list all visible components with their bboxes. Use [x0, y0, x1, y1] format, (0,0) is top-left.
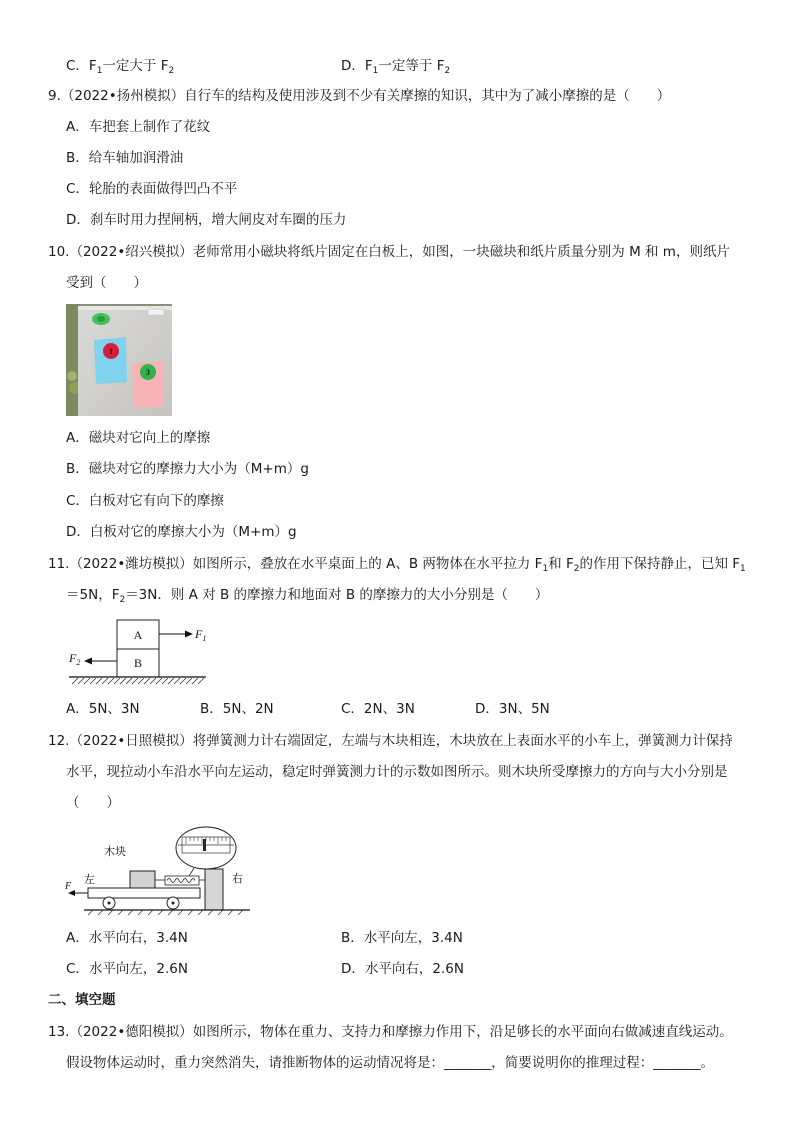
q10-option-d: D．白板对它的摩擦大小为（M+m）g — [66, 524, 297, 540]
q13-stem-line1: 13.（2022•德阳模拟）如图所示，物体在重力、支持力和摩擦力作用下，沿足够长的水平面向右做减速直线运动。 — [48, 1024, 733, 1040]
section-title-fill-in: 二、填空题 — [48, 992, 116, 1008]
q10-stem-line2: 受到（ ） — [66, 275, 147, 291]
q12-option-b: B．水平向左，3.4N — [341, 930, 463, 946]
q9-option-d: D．刹车时用力捏闸柄，增大闸皮对车圈的压力 — [66, 212, 347, 228]
q11-stem-line2: ＝5N，$F_2=3N$．则 A 对 B 的摩擦力和地面对 B 的摩擦力的大小分别是（ ） — [66, 587, 549, 605]
q10-stem-line1: 10.（2022•绍兴模拟）老师常用小磁块将纸片固定在白板上，如图，一块磁块和纸片质量分别为 M 和 m，则纸片 — [48, 244, 730, 260]
stacked-blocks-diagram — [66, 615, 216, 687]
q12-option-a: A．水平向右，3.4N — [66, 930, 188, 946]
block-a-label: A — [133, 628, 143, 642]
label-wood-block: 木块 — [104, 846, 126, 858]
whiteboard-photo — [66, 304, 172, 416]
q12-stem-line3: （ ） — [66, 795, 120, 811]
q8-option-d: D．$F_1$一定等于 $F_2$ — [341, 58, 451, 76]
q10-option-c: C．白板对它有向下的摩擦 — [66, 493, 224, 509]
q11-stem-line1: 11.（2022•潍坊模拟）如图所示，叠放在水平桌面上的 A、B 两物体在水平拉力 $F_1$和 $F_2$的作用下保持静止，已知 $F_1$ — [48, 556, 746, 574]
label-force-f: F — [65, 881, 72, 892]
magnet-3-label: 3 — [146, 368, 150, 377]
spring-scale-cart-diagram — [64, 823, 254, 915]
force-f1-label: $F_1$ — [195, 627, 207, 643]
q11-option-d: D．3N、5N — [475, 701, 550, 717]
label-right: 右 — [232, 873, 243, 885]
q11-option-b: B．5N、2N — [200, 701, 274, 717]
q13-stem-line2: 假设物体运动时，重力突然消失，请推断物体的运动情况将是：_______，简要说明你的推理过程：_______。 — [66, 1055, 714, 1071]
q12-stem-line2: 水平，现拉动小车沿水平向左运动，稳定时弹簧测力计的示数如图所示。则木块所受摩擦力的方向与大小分别是 — [66, 764, 728, 780]
block-b-label: B — [133, 656, 143, 670]
force-f2-label: $F_2$ — [69, 651, 81, 667]
q9-option-a: A．车把套上制作了花纹 — [66, 119, 211, 135]
q10-option-a: A．磁块对它向上的摩擦 — [66, 430, 211, 446]
q12-option-c: C．水平向左，2.6N — [66, 961, 188, 977]
q11-option-c: C．2N、3N — [341, 701, 415, 717]
q12-stem-line1: 12.（2022•日照模拟）将弹簧测力计右端固定，左端与木块相连，木块放在上表面水平的小车上，弹簧测力计保持 — [48, 733, 733, 749]
q9-stem: 9.（2022•扬州模拟）自行车的结构及使用涉及到不少有关摩擦的知识，其中为了减小摩擦的是（ ） — [48, 88, 671, 104]
q10-option-b: B．磁块对它的摩擦力大小为（M+m）g — [66, 461, 309, 477]
q9-option-b: B．给车轴加润滑油 — [66, 150, 184, 166]
ground-hatching — [72, 678, 204, 684]
q8-option-c: C．$F_1$一定大于 $F_2$ — [66, 58, 175, 76]
magnet-1-label: 1 — [109, 347, 113, 356]
q12-option-d: D．水平向右，2.6N — [341, 961, 464, 977]
q9-option-c: C．轮胎的表面做得凹凸不平 — [66, 181, 238, 197]
label-left: 左 — [84, 874, 95, 886]
q11-option-a: A．5N、3N — [66, 701, 140, 717]
